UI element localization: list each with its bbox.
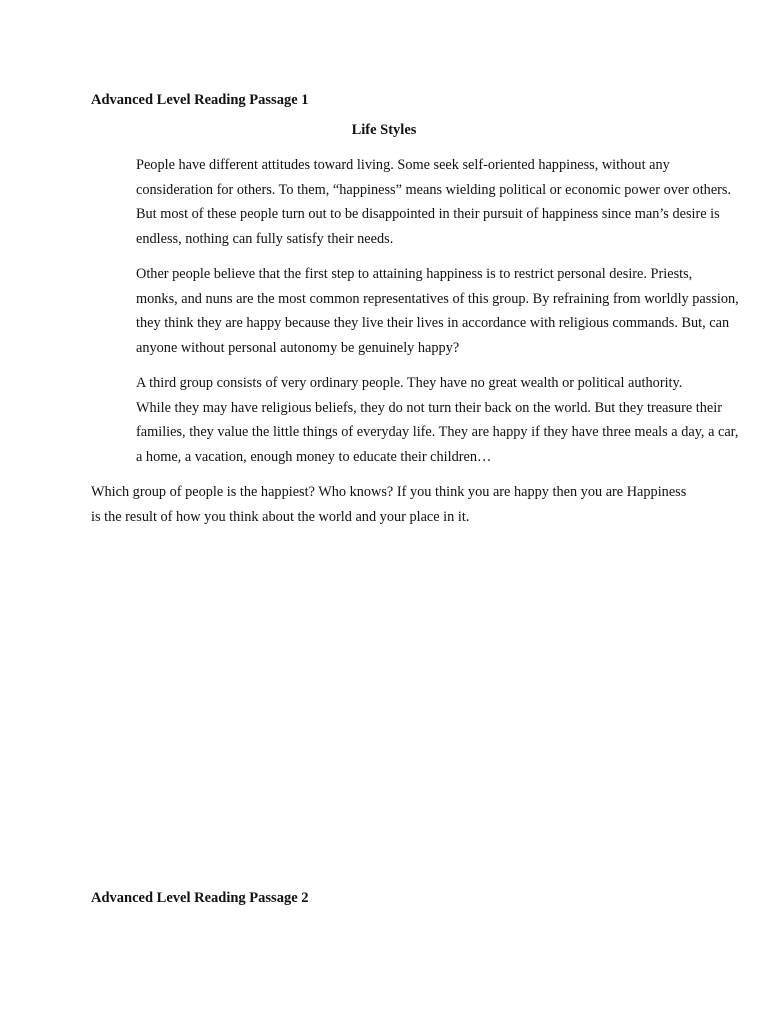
paragraph-line: is the result of how you think about the world and your place in it. <box>91 508 470 525</box>
paragraph-4 <box>91 480 687 529</box>
paragraph-line: People have different attitudes toward living. Some seek self-oriented happiness, without any <box>136 157 670 173</box>
paragraph-2 <box>91 262 739 360</box>
paragraph-line: Other people believe that the first step to attaining happiness is to restrict personal desire. Priests, <box>136 266 693 282</box>
passage-2-heading: Advanced Level Reading Passage 2 <box>91 890 309 906</box>
passage-1-body <box>91 153 739 540</box>
passage-title: Life Styles <box>351 122 417 138</box>
paragraph-3 <box>91 371 739 469</box>
paragraph-line: families, they value the little things of everyday life. They are happy if they have three meals a day, a car, <box>136 424 739 440</box>
paragraph-line: they think they are happy because they live their lives in accordance with religious commands. But, can <box>136 315 730 331</box>
passage-1-heading: Advanced Level Reading Passage 1 <box>91 92 309 108</box>
paragraph-line: Which group of people is the happiest? Who knows? If you think you are happy then you are Happiness <box>91 484 687 500</box>
paragraph-line: endless, nothing can fully satisfy their needs. <box>136 230 394 247</box>
paragraph-line: But most of these people turn out to be disappointed in their pursuit of happiness since man’s desire is <box>136 206 720 222</box>
paragraph-1 <box>91 153 732 251</box>
paragraph-line: A third group consists of very ordinary people. They have no great wealth or political authority. <box>136 375 683 391</box>
paragraph-line: anyone without personal autonomy be genuinely happy? <box>136 339 460 356</box>
paragraph-line: a home, a vacation, enough money to educate their children… <box>136 448 492 465</box>
paragraph-line: monks, and nuns are the most common representatives of this group. By refraining from worldly passion, <box>136 290 739 307</box>
paragraph-line: While they may have religious beliefs, they do not turn their back on the world. But they treasure their <box>136 399 723 416</box>
paragraph-line: consideration for others. To them, “happiness” means wielding political or economic power over others. <box>136 181 732 198</box>
